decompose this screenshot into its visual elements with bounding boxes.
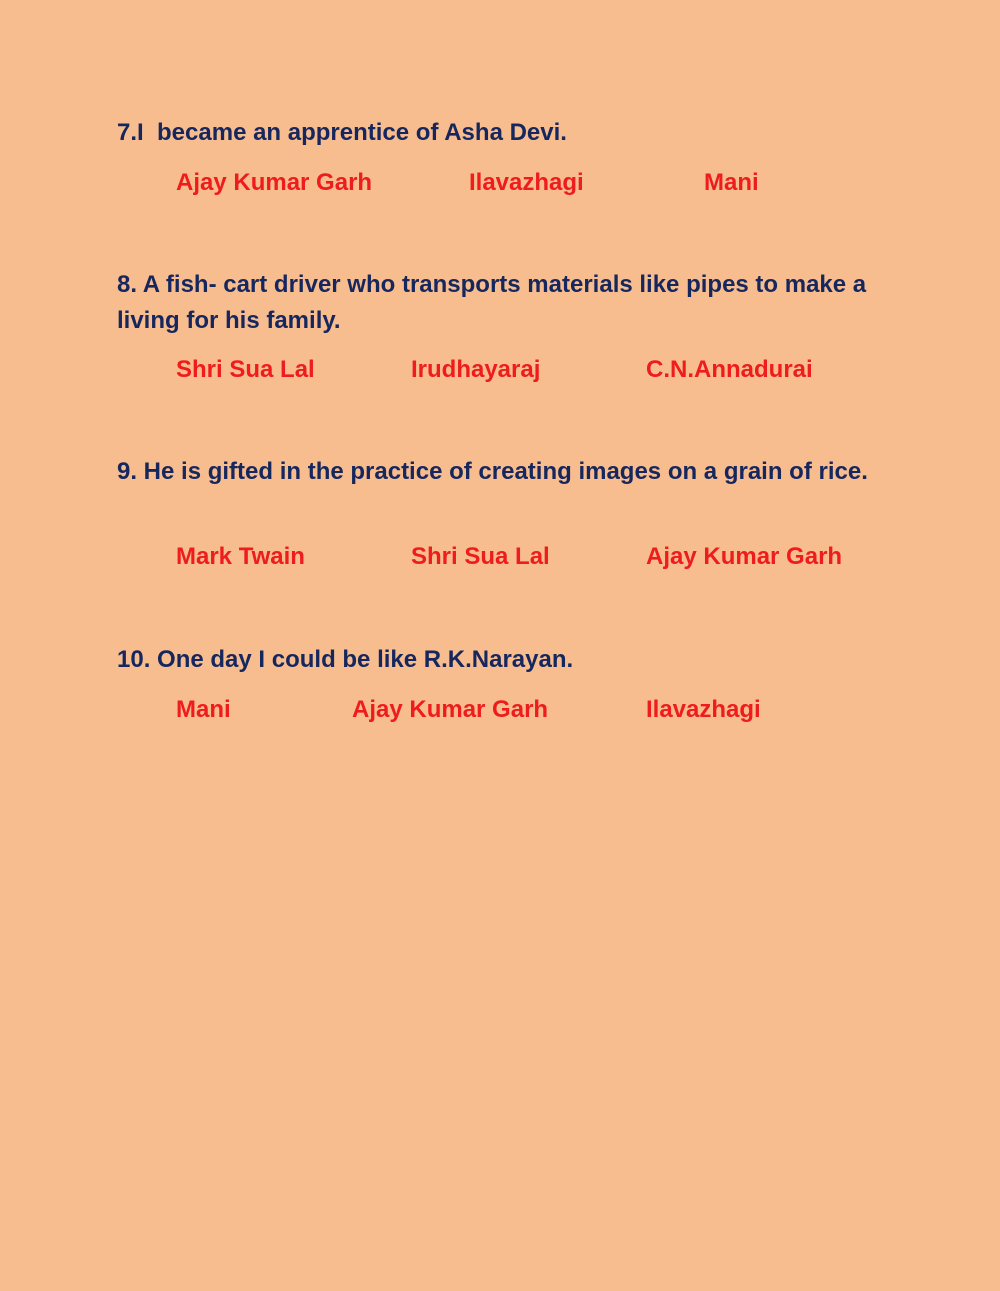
question-10-text: 10. One day I could be like R.K.Narayan. (117, 646, 574, 673)
question-8-option-1[interactable]: Shri Sua Lal (176, 356, 315, 383)
question-7-option-3[interactable]: Mani (704, 169, 759, 196)
question-7-text: 7.I became an apprentice of Asha Devi. (117, 119, 567, 146)
question-10-option-3[interactable]: Ilavazhagi (646, 696, 761, 723)
question-8-text: 8. A fish- cart driver who transports materials like pipes to make a living for his family. (117, 271, 873, 334)
question-7-option-2[interactable]: Ilavazhagi (469, 169, 584, 196)
question-10-option-2[interactable]: Ajay Kumar Garh (352, 696, 549, 723)
question-10-option-1[interactable]: Mani (176, 696, 231, 723)
question-9-option-2[interactable]: Shri Sua Lal (411, 543, 550, 570)
question-8-option-3[interactable]: C.N.Annadurai (646, 356, 813, 383)
question-9-option-1[interactable]: Mark Twain (176, 543, 305, 570)
question-7-option-1[interactable]: Ajay Kumar Garh (176, 169, 373, 196)
question-9-option-3[interactable]: Ajay Kumar Garh (646, 543, 843, 570)
question-9-text: 9. He is gifted in the practice of creating images on a grain of rice. (117, 458, 868, 485)
question-8-option-2[interactable]: Irudhayaraj (411, 356, 541, 383)
